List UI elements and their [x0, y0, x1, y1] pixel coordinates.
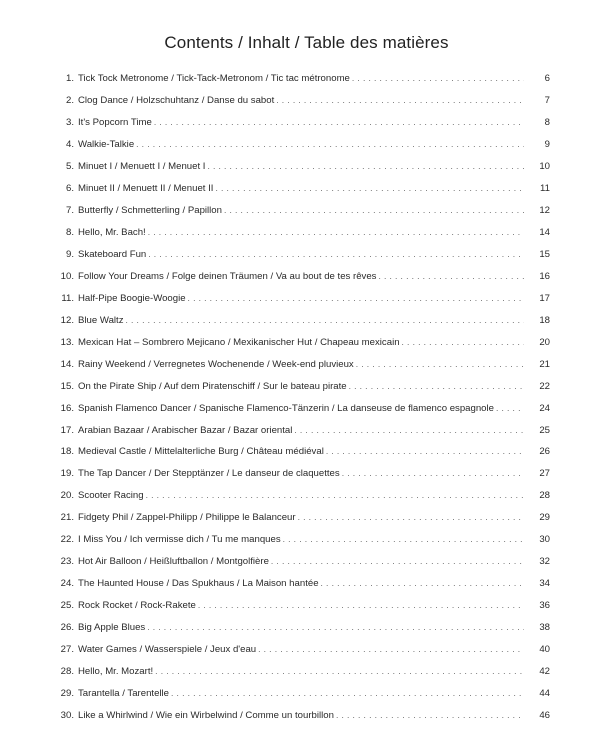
dot-leader	[188, 288, 524, 310]
entry-title: Fidgety Phil / Zappel-Philipp / Philippe le Balanceur	[78, 512, 296, 524]
dot-leader	[171, 683, 524, 705]
entry-title: The Haunted House / Das Spukhaus / La Maison hantée	[78, 578, 319, 590]
toc-entry	[56, 683, 550, 705]
dot-leader	[294, 420, 524, 442]
entry-title: Hello, Mr. Bach!	[78, 226, 146, 238]
entry-page-number: 18	[539, 314, 550, 326]
entry-number: 25.	[60, 600, 74, 612]
entry-number: 2.	[65, 94, 74, 106]
entry-title: Mexican Hat – Sombrero Mejicano / Mexikanischer Hut / Chapeau mexicain	[78, 336, 400, 348]
toc-entry	[56, 90, 550, 112]
toc-entry	[56, 332, 550, 354]
toc-entry	[56, 507, 550, 529]
entry-number: 3.	[65, 116, 74, 128]
entry-title: It's Popcorn Time	[78, 116, 152, 128]
dot-leader	[342, 463, 524, 485]
entry-page-number: 7	[544, 94, 550, 106]
toc-entry	[56, 573, 550, 595]
entry-page-number: 44	[539, 688, 550, 700]
toc-entry	[56, 463, 550, 485]
entry-page-number: 40	[539, 644, 550, 656]
toc-entry	[56, 244, 550, 266]
toc-entry	[56, 68, 550, 90]
entry-number: 14.	[60, 358, 74, 370]
entry-page-number: 32	[539, 556, 550, 568]
entry-number: 29.	[60, 688, 74, 700]
entry-title: Hot Air Balloon / Heißluftballon / Montgolfière	[78, 556, 269, 568]
toc-entry	[56, 134, 550, 156]
entry-page-number: 34	[539, 578, 550, 590]
entry-page-number: 14	[539, 226, 550, 238]
entry-number: 5.	[65, 160, 74, 172]
entry-number: 6.	[65, 182, 74, 194]
entry-title: Hello, Mr. Mozart!	[78, 666, 154, 678]
entry-page-number: 38	[539, 622, 550, 634]
dot-leader	[356, 354, 524, 376]
entry-title: Tarantella / Tarentelle	[78, 688, 170, 700]
entry-number: 16.	[60, 402, 74, 414]
entry-number: 20.	[60, 490, 74, 502]
dot-leader	[378, 266, 524, 288]
entry-title: Arabian Bazaar / Arabischer Bazar / Bazar oriental	[78, 424, 293, 436]
entry-title: Clog Dance / Holzschuhtanz / Danse du sabot	[78, 94, 275, 106]
toc-entry	[56, 639, 550, 661]
dot-leader	[147, 617, 524, 639]
entry-page-number: 22	[539, 380, 550, 392]
entry-number: 24.	[60, 578, 74, 590]
entry-number: 7.	[65, 204, 74, 216]
toc-list	[56, 68, 550, 727]
entry-title: Tick Tock Metronome / Tick-Tack-Metronom / Tic tac métronome	[78, 73, 350, 84]
entry-number: 1.	[65, 73, 74, 84]
dot-leader	[326, 441, 524, 463]
dot-leader	[352, 68, 524, 90]
entry-title: On the Pirate Ship / Auf dem Piratenschiff / Sur le bateau pirate	[78, 380, 347, 392]
toc-entry	[56, 441, 550, 463]
entry-number: 15.	[60, 380, 74, 392]
entry-title: Scooter Racing	[78, 490, 144, 502]
entry-number: 23.	[60, 556, 74, 568]
entry-number: 9.	[65, 248, 74, 260]
entry-title: Rock Rocket / Rock-Rakete	[78, 600, 196, 612]
toc-entry	[56, 310, 550, 332]
dot-leader	[198, 595, 524, 617]
dot-leader	[148, 222, 524, 244]
entry-title: Minuet I / Menuett I / Menuet I	[78, 160, 206, 172]
entry-page-number: 20	[539, 336, 550, 348]
entry-number: 4.	[65, 138, 74, 150]
entry-title: Half-Pipe Boogie-Woogie	[78, 292, 186, 304]
entry-page-number: 11	[540, 182, 550, 194]
entry-page-number: 16	[539, 270, 550, 282]
toc-entry	[56, 617, 550, 639]
entry-number: 13.	[60, 336, 74, 348]
entry-title: Rainy Weekend / Verregnetes Wochenende / Week-end pluvieux	[78, 358, 354, 370]
dot-leader	[126, 310, 525, 332]
toc-entry	[56, 178, 550, 200]
dot-leader	[336, 705, 524, 727]
entry-page-number: 27	[539, 468, 550, 480]
entry-page-number: 25	[539, 424, 550, 436]
toc-entry	[56, 266, 550, 288]
entry-title: Skateboard Fun	[78, 248, 147, 260]
entry-page-number: 6	[544, 73, 550, 84]
entry-number: 21.	[60, 512, 74, 524]
dot-leader	[146, 485, 524, 507]
toc-entry	[56, 529, 550, 551]
dot-leader	[271, 551, 524, 573]
entry-title: Spanish Flamenco Dancer / Spanische Flamenco-Tänzerin / La danseuse de flamenco espagnole	[78, 402, 494, 414]
dot-leader	[207, 156, 524, 178]
entry-page-number: 36	[539, 600, 550, 612]
entry-title: Follow Your Dreams / Folge deinen Träumen / Va au bout de tes rêves	[78, 270, 377, 282]
dot-leader	[298, 507, 524, 529]
entry-title: The Tap Dancer / Der Stepptänzer / Le danseur de claquettes	[78, 468, 340, 480]
entry-title: I Miss You / Ich vermisse dich / Tu me manques	[78, 534, 281, 546]
entry-number: 26.	[60, 622, 74, 634]
toc-entry	[56, 595, 550, 617]
entry-title: Like a Whirlwind / Wie ein Wirbelwind / Comme un tourbillon	[78, 710, 334, 722]
entry-number: 19.	[60, 468, 74, 480]
toc-entry	[56, 156, 550, 178]
entry-page-number: 15	[539, 248, 550, 260]
dot-leader	[154, 112, 524, 134]
entry-page-number: 21	[539, 358, 550, 370]
dot-leader	[349, 376, 524, 398]
entry-number: 28.	[60, 666, 74, 678]
dot-leader	[276, 90, 524, 112]
toc-entry	[56, 661, 550, 683]
dot-leader	[215, 178, 524, 200]
toc-entry	[56, 398, 550, 420]
dot-leader	[321, 573, 524, 595]
dot-leader	[136, 134, 524, 156]
toc-entry	[56, 485, 550, 507]
toc-entry	[56, 420, 550, 442]
entry-number: 10.	[60, 270, 74, 282]
dot-leader	[155, 661, 524, 683]
entry-number: 22.	[60, 534, 74, 546]
entry-title: Medieval Castle / Mittelalterliche Burg / Château médiéval	[78, 446, 324, 458]
entry-number: 11.	[61, 292, 74, 304]
toc-entry	[56, 551, 550, 573]
entry-page-number: 10	[539, 160, 550, 172]
toc-entry	[56, 354, 550, 376]
entry-page-number: 26	[539, 446, 550, 458]
entry-title: Blue Waltz	[78, 314, 124, 326]
entry-title: Walkie-Talkie	[78, 138, 135, 150]
toc-entry	[56, 200, 550, 222]
entry-page-number: 24	[539, 402, 550, 414]
entry-page-number: 46	[539, 710, 550, 722]
entry-title: Water Games / Wasserspiele / Jeux d'eau	[78, 644, 257, 656]
entry-page-number: 28	[539, 490, 550, 502]
entry-page-number: 29	[539, 512, 550, 524]
dot-leader	[402, 332, 524, 354]
entry-page-number: 8	[544, 116, 550, 128]
toc-entry	[56, 222, 550, 244]
page-title: Contents / Inhalt / Table des matières	[164, 33, 449, 52]
entry-title: Minuet II / Menuett II / Menuet II	[78, 182, 214, 194]
entry-number: 27.	[60, 644, 74, 656]
dot-leader	[148, 244, 524, 266]
entry-title: Butterfly / Schmetterling / Papillon	[78, 204, 222, 216]
entry-number: 17.	[60, 424, 74, 436]
entry-number: 18.	[60, 446, 74, 458]
toc-entry	[56, 376, 550, 398]
entry-number: 8.	[65, 226, 74, 238]
entry-page-number: 30	[539, 534, 550, 546]
entry-page-number: 9	[544, 138, 550, 150]
dot-leader	[283, 529, 524, 551]
entry-number: 30.	[60, 710, 74, 722]
dot-leader	[224, 200, 524, 222]
toc-entry	[56, 112, 550, 134]
entry-page-number: 17	[539, 292, 550, 304]
dot-leader	[496, 398, 524, 420]
entry-title: Big Apple Blues	[78, 622, 146, 634]
entry-number: 12.	[60, 314, 74, 326]
entry-page-number: 42	[539, 666, 550, 678]
entry-page-number: 12	[539, 204, 550, 216]
dot-leader	[258, 639, 524, 661]
toc-entry	[56, 288, 550, 310]
toc-entry	[56, 705, 550, 727]
